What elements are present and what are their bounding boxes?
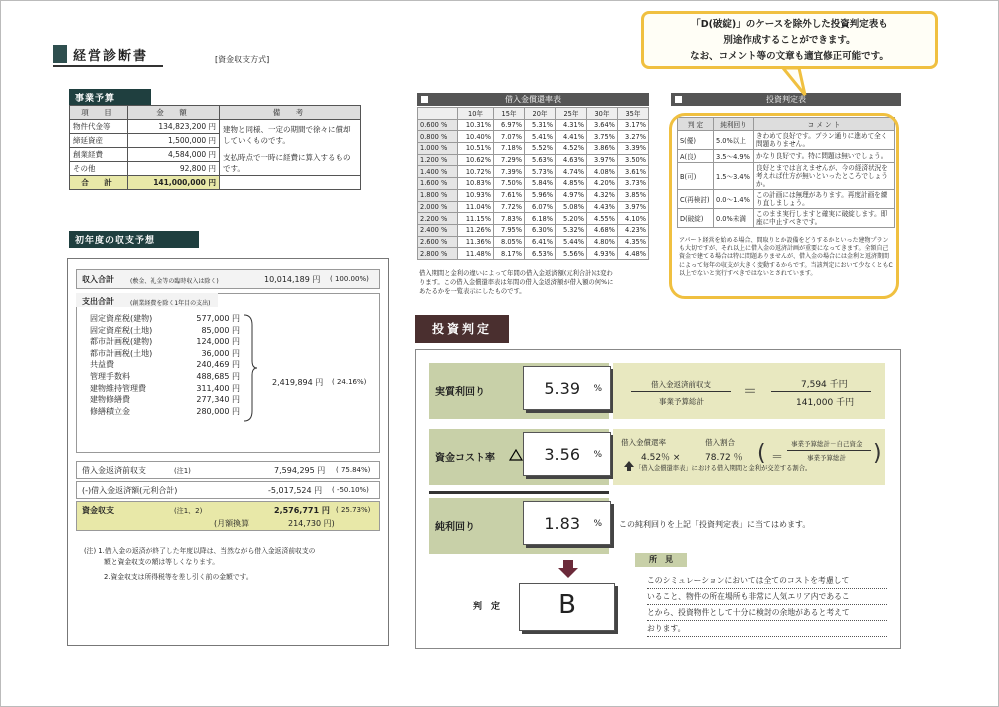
footnote-1b: 額と資金収支の額は等しくなります。: [104, 558, 220, 566]
header-square-icon: [675, 96, 682, 103]
table-row: [418, 201, 649, 213]
rate-cell: 1.600 %: [418, 178, 458, 190]
budget-amount: 134,823,200 円: [128, 120, 220, 134]
arrow-up-icon: [623, 460, 635, 472]
footnote-1: (注) 1.借入金の返済が終了した年度以降は、当然ながら借入金返済前収支の: [84, 547, 316, 555]
table-cell: 7.18%: [494, 143, 525, 155]
budget-total-row: [70, 176, 361, 190]
monthly-label: (月額換算: [214, 519, 250, 528]
verdict-grade: B: [558, 590, 576, 620]
verdict-label: 判 定: [473, 602, 501, 612]
repayment-body: [418, 119, 649, 259]
cost-rate-label: 資金コスト率: [435, 453, 495, 464]
budget-item: 創業経費: [70, 148, 128, 162]
table-cell: 4.08%: [586, 166, 617, 178]
table-cell: 7.50%: [494, 178, 525, 190]
table-cell: 10.72%: [458, 166, 494, 178]
table-cell: 4.80%: [586, 236, 617, 248]
table-cell: 7.72%: [494, 201, 525, 213]
pre-note: (注1): [174, 467, 191, 475]
budget-notes: [220, 120, 361, 176]
list-item: 管理手数料 488,685 円: [90, 371, 240, 381]
table-row: [418, 143, 649, 155]
budget-item: その他: [70, 162, 128, 176]
net-yield-note: この純利回りを上記「投資判定表」に当てはめます。: [619, 520, 811, 529]
budget-item: 締延資産: [70, 134, 128, 148]
table-cell: 7.07%: [494, 131, 525, 143]
table-cell: 5.08%: [555, 201, 586, 213]
table-cell: 3.39%: [617, 143, 648, 155]
table-row: [418, 131, 649, 143]
table-cell: 5.31%: [525, 119, 556, 131]
repayment-table: 10年 15年 20年 25年 30年 35年 0.600 % 10.31% 6.97% 5.31% 4.31% 3.64% 3.17% 0.800 % 10.40% 7.07% 5.41% 4.41% 3.75% 3.27% 1.000 % 10.51% 7.18% 5.52% 4.52% 3.86% 3.39% 1.200 % 10.62% 7.29% 5.63% 4.63% 3.97% 3.50% 1.400 % 10.72% 7.39% 5.73% 4.74% 4.08% 3.61% 1.600 % 10.83% 7.50% 5.84% 4.85% 4.20% 3.73% 1.800 % 10.93% 7.61% 5.96% 4.97% 4.32% 3.85% 2.000 % 11.04% 7.72% 6.07% 5.08% 4.43% 3.97% 2.200 % 11.15% 7.83% 6.18% 5.20% 4.55% 4.10% 2.400 % 11.26% 7.95% 6.30% 5.32% 4.68% 4.23% 2.600 % 11.36% 8.05% 6.41% 5.44% 4.80% 4.35% 2.800 % 11.48% 8.17% 6.53% 5.56% 4.93% 4.48%: [417, 107, 649, 260]
budget-item: 物件代金等: [70, 120, 128, 134]
table-cell: 4.48%: [617, 248, 648, 260]
table-row: [418, 213, 649, 225]
table-cell: 6.18%: [525, 213, 556, 225]
budget-total-amount: 141,000,000 円: [128, 176, 220, 190]
table-row: [418, 178, 649, 190]
verdict-box: [519, 583, 615, 631]
judgement-comment: このまま実行しますと確実に破綻します。即座に中止すべきです。: [754, 209, 895, 228]
cashflow-panel: [67, 258, 389, 646]
pre-pct: ( 75.84%): [336, 466, 371, 474]
net-yield-value: 1.83: [544, 514, 580, 533]
table-cell: 5.32%: [555, 224, 586, 236]
table-row: [418, 236, 649, 248]
table-cell: 4.68%: [586, 224, 617, 236]
table-cell: 5.96%: [525, 189, 556, 201]
callout-box: 「D(破綻)」のケースを除外した投資判定表も 別途作成することができます。 なお、コメント等の文章も適宜修正可能です。: [641, 11, 938, 69]
document-page: 経営診断書 [資金収支方式] 事業予算 項 目 金 額 備 考 物件代金等 134,823,200 円 建物と同様、一定の期間で徐々に償却していくものです。 支払時点で一時に経費に算入するものです。 締延資産 1,500,000 円 創業経費 4,584,000 円 その他 92,800 円 合 計 141,000,000 円 初年度の収支予想 収入合計 (敷金、礼金等の臨時収入は除く) 10,014,189 円 ( 100.00%) 支出合計 (創業経費を除く1年目の支出) 固定資産税(建物) 577,000 円 固定資産税(土地) 85,000 円 都市計画税(建物) 124,000 円 都市計画税(土地) 36,000 円 共益費 240,469 円 管理手数料 488,685 円 建物維持管理費 311,400 円 建物修繕費 277,340 円 修繕積立金 280,000 円 2,419,894 円 ( 24.16%) 借入金返済前収支 (注1) 7,594,295 円 ( 75.84%) (-)借入金返済額(元利合計) -5,017,524 円 ( -50.10%) 資金収支 (注1、2) 2,576,771 円 ( 25.73%) (月額換算 214,730 円) (注) 1.借入金の返済が終了した年度以降は、当然ながら借入金返済前収支の 額と資金収支の額は等しくなります。 2.資金収支は所得税等を差し引く前の金額です。 借入金償還率表 10年 15年 20年 25年 30年 35年 0.600 % 10.31% 6.97% 5.31% 4.31% 3.64% 3.17% 0.800 % 10.40% 7.07% 5.41% 4.41% 3.75% 3.27% 1.000 % 10.51% 7.18% 5.52% 4.52% 3.86% 3.39% 1.200 % 10.62% 7.29% 5.63% 4.63% 3.97% 3.50% 1.400 % 10.72% 7.39% 5.73% 4.74% 4.08% 3.61% 1.600 % 10.83% 7.50% 5.84% 4.85% 4.20% 3.73% 1.800 % 10.93% 7.61% 5.96% 4.97% 4.32% 3.85% 2.000 % 11.04% 7.72% 6.07% 5.08% 4.43% 3.97% 2.200 % 11.15% 7.83% 6.18% 5.20% 4.55% 4.10% 2.400 % 11.26% 7.95% 6.30% 5.32% 4.68% 4.23% 2.600 % 11.36% 8.05% 6.41% 5.44% 4.80% 4.35% 2.800 % 11.48% 8.17% 6.53% 5.56% 4.93% 4.48% 借入期間と金利の違いによって年間の借入金返済額(元利合計)は変わ ります。この借入金償還率表は年間の借入金返済額が借入額の何%に あたるかを一覧表示にしたものです。 投資判定表 判 定 純利回り コ メ ン ト S(優) 5.0%以上 きわめて良好です。プラン通りに進めて全く問題ありません。 A(良) 3.5～4.9% かなり良好です。特に問題は無いでしょう。 B(可) 1.5～3.4% 良好とまでは言えませんが、今の経済状況を考えれば仕方が無いといったところでしょうか。 C(再検討) 0.0～1.4% この計画には無理があります。再度計画を練り直しましょう。 D(破綻) 0.0%未満 このまま実行しますと確実に破綻します。即座に中止すべきです。 アパート経営を始める場合、間取りとか設備をどうするかといった建物プランも大切ですが、それ以上に借入金の返済計画が重要になってきます。全額自己資金で建てる場合は特に問題ありませんが、借入金の場合には金利と返済期間によって毎年の収支が大きく変動するからです。当該判定において少なくともC以上でないと実行すべきではないとされています。 「D(破綻)」のケースを除外した投資判定表も 別途作成することができます。 なお、コメント等の文章も適宜修正可能です。 投資判定 実質利回り 5.39 % 借入金返済前収支 事業予算総計 ＝ 7,594 千円 141,000 千円 資金コスト率 3.56 % 借入金償還率 借入割合 4.52％ × 78.72 ％ ( ＝ 事業予算総計－自己資金 事業予算総計 ) 「借入金償還率表」における借入期間と金利が交差する割合。 純利回り 1.83 % この純利回りを上記「投資判定表」に当てはめます。 判 定 B 所 見 このシミュレーションにおいては全てのコストを考慮して いること、物件の所在場所も非常に人気エリア内であるこ とから、投資物件として十分に検討の余地があると考えて おります。: [0, 0, 999, 707]
repay-label: (-)借入金返済額(元利合計): [82, 486, 178, 495]
table-cell: 6.53%: [525, 248, 556, 260]
table-row: [418, 248, 649, 260]
table-cell: 10.40%: [458, 131, 494, 143]
real-yield-label: 実質利回り: [435, 387, 485, 398]
budget-col-note: 備 考: [220, 106, 361, 120]
expense-bracket: [242, 313, 258, 423]
budget-amount: 1,500,000 円: [128, 134, 220, 148]
real-yield-box: 5.39 %: [523, 366, 611, 410]
repay-value: -5,017,524 円: [268, 486, 323, 495]
list-item: 都市計画税(土地) 36,000 円: [90, 348, 240, 358]
rate-cell: 0.600 %: [418, 119, 458, 131]
budget-col-amount: 金 額: [128, 106, 220, 120]
table-cell: 10.93%: [458, 189, 494, 201]
table-row: [418, 154, 649, 166]
table-cell: 8.05%: [494, 236, 525, 248]
table-cell: 4.43%: [586, 201, 617, 213]
budget-amount: 92,800 円: [128, 162, 220, 176]
table-cell: 10.51%: [458, 143, 494, 155]
judgement-comment: きわめて良好です。プラン通りに進めて全く問題ありません。: [754, 131, 895, 150]
expense-label: 支出合計: [82, 297, 114, 306]
table-cell: 11.26%: [458, 224, 494, 236]
callout-pointer: [781, 67, 811, 97]
rate-cell: 2.000 %: [418, 201, 458, 213]
repayment-note: 借入期間と金利の違いによって年間の借入金返済額(元利合計)は変わ ります。この借入金償還率表は年間の借入金返済額が借入額の何%に あたるかを一覧表示にしたものです。: [419, 270, 614, 295]
table-cell: 7.83%: [494, 213, 525, 225]
repay-pct: ( -50.10%): [332, 486, 369, 494]
table-cell: 5.20%: [555, 213, 586, 225]
table-cell: 4.20%: [586, 178, 617, 190]
table-cell: 4.31%: [555, 119, 586, 131]
income-pct: ( 100.00%): [330, 275, 369, 283]
list-item: 固定資産税(建物) 577,000 円: [90, 314, 240, 323]
page-title: 経営診断書: [73, 49, 149, 64]
table-cell: 5.56%: [555, 248, 586, 260]
table-cell: 3.85%: [617, 189, 648, 201]
repayment-header: 借入金償還率表: [417, 93, 649, 106]
budget-note-1: 建物と同様、一定の期間で徐々に償却していくものです。: [223, 125, 351, 145]
judgement-comment: この計画には無理があります。再度計画を練り直しましょう。: [754, 190, 895, 209]
table-cell: 7.61%: [494, 189, 525, 201]
table-cell: 6.41%: [525, 236, 556, 248]
judgement-yield: 5.0%以上: [714, 131, 754, 150]
table-cell: 3.50%: [617, 154, 648, 166]
table-cell: 4.23%: [617, 224, 648, 236]
judgement-grade: A(良): [678, 150, 714, 163]
header-square-icon: [421, 96, 428, 103]
table-cell: 3.27%: [617, 131, 648, 143]
table-cell: 10.31%: [458, 119, 494, 131]
table-cell: 5.73%: [525, 166, 556, 178]
judgement-grade: C(再検討): [678, 190, 714, 209]
net-yield-box: 1.83 %: [523, 501, 611, 545]
table-cell: 4.32%: [586, 189, 617, 201]
net-yield-label: 純利回り: [435, 522, 475, 533]
table-cell: 4.74%: [555, 166, 586, 178]
list-item: 修繕積立金 280,000 円: [90, 406, 240, 416]
list-item: 都市計画税(建物) 124,000 円: [90, 337, 240, 347]
table-row: [418, 189, 649, 201]
table-cell: 4.52%: [555, 143, 586, 155]
table-cell: 11.36%: [458, 236, 494, 248]
cashflow-header: 初年度の収支予想: [69, 231, 199, 248]
table-cell: 11.15%: [458, 213, 494, 225]
table-cell: 4.93%: [586, 248, 617, 260]
table-row: [418, 166, 649, 178]
triangle-icon: [509, 449, 523, 461]
table-row: [418, 224, 649, 236]
rate-cell: 1.400 %: [418, 166, 458, 178]
budget-header: 事業予算: [69, 89, 151, 106]
title-underline: [53, 65, 163, 67]
table-cell: 4.97%: [555, 189, 586, 201]
budget-table: [69, 105, 361, 190]
table-cell: 6.97%: [494, 119, 525, 131]
judgement-header: 投資判定表: [671, 93, 901, 106]
divider: [429, 491, 609, 494]
table-cell: 10.83%: [458, 178, 494, 190]
table-cell: 4.10%: [617, 213, 648, 225]
table-cell: 3.86%: [586, 143, 617, 155]
title-marker: [53, 45, 67, 63]
table-cell: 4.63%: [555, 154, 586, 166]
table-cell: 3.64%: [586, 119, 617, 131]
table-row: [70, 120, 361, 134]
pre-value: 7,594,295 円: [274, 466, 326, 475]
remark-header: 所 見: [635, 553, 687, 567]
judgement-yield: 1.5～3.4%: [714, 163, 754, 190]
judgement-yield: 0.0～1.4%: [714, 190, 754, 209]
table-cell: 3.61%: [617, 166, 648, 178]
cost-rate-box: 3.56 %: [523, 432, 611, 476]
budget-total-label: 合 計: [70, 176, 128, 190]
expense-total: 2,419,894 円: [272, 378, 324, 387]
rate-cell: 0.800 %: [418, 131, 458, 143]
rate-cell: 1.800 %: [418, 189, 458, 201]
income-value: 10,014,189 円: [264, 275, 321, 284]
page-subtitle: [資金収支方式]: [215, 55, 270, 64]
remark-text: このシミュレーションにおいては全てのコストを考慮して いること、物件の所在場所も非常に人気エリア内であるこ とから、投資物件として十分に検討の余地があると考えて おります。: [647, 573, 887, 637]
table-cell: 6.30%: [525, 224, 556, 236]
table-cell: 5.63%: [525, 154, 556, 166]
table-cell: 7.29%: [494, 154, 525, 166]
judgement-comment: 良好とまでは言えませんが、今の経済状況を考えれば仕方が無いといったところでしょうか。: [754, 163, 895, 190]
table-cell: 4.41%: [555, 131, 586, 143]
judgement-comment: かなり良好です。特に問題は無いでしょう。: [754, 150, 895, 163]
rate-cell: 2.200 %: [418, 213, 458, 225]
income-note: (敷金、礼金等の臨時収入は除く): [130, 278, 219, 285]
table-cell: 3.97%: [617, 201, 648, 213]
judgement-grade: B(可): [678, 163, 714, 190]
judgement-grade: S(優): [678, 131, 714, 150]
rate-cell: 2.600 %: [418, 236, 458, 248]
rate-cell: 1.200 %: [418, 154, 458, 166]
table-cell: 6.07%: [525, 201, 556, 213]
list-item: 建物維持管理費 311,400 円: [90, 383, 240, 393]
list-item: 共益費 240,469 円: [90, 360, 240, 370]
rate-cell: 2.400 %: [418, 224, 458, 236]
expense-list: [90, 313, 240, 417]
table-cell: 7.39%: [494, 166, 525, 178]
table-cell: 11.04%: [458, 201, 494, 213]
footnote-2: 2.資金収支は所得税等を差し引く前の金額です。: [104, 573, 253, 581]
fund-label: 資金収支: [82, 506, 114, 515]
budget-note-2: 支払時点で一時に経費に算入するものです。: [223, 153, 351, 173]
fund-value: 2,576,771 円: [274, 506, 330, 515]
judgement-yield: 3.5～4.9%: [714, 150, 754, 163]
judgement-grade: D(破綻): [678, 209, 714, 228]
table-cell: 5.41%: [525, 131, 556, 143]
judgement-yield: 0.0%未満: [714, 209, 754, 228]
table-cell: 4.55%: [586, 213, 617, 225]
table-cell: 5.84%: [525, 178, 556, 190]
expense-note: (創業経費を除く1年目の支出): [130, 300, 211, 307]
budget-amount: 4,584,000 円: [128, 148, 220, 162]
judgement-notes: アパート経営を始める場合、間取りとか設備をどうするかといった建物プランも大切ですが、それ以上に借入金の返済計画が重要になってきます。全額自己資金で建てる場合は特に問題ありませんが、借入金の場合には金利と返済期間によって毎年の収支が大きく変動するからです。当該判定において少なくともC以上でないと実行すべきではないとされています。: [679, 237, 893, 277]
table-cell: 3.17%: [617, 119, 648, 131]
table-cell: 4.85%: [555, 178, 586, 190]
list-item: 固定資産税(土地) 85,000 円: [90, 325, 240, 335]
rate-cell: 1.000 %: [418, 143, 458, 155]
rate-cell: 2.800 %: [418, 248, 458, 260]
budget-col-item: 項 目: [70, 106, 128, 120]
table-cell: 5.52%: [525, 143, 556, 155]
judgement-table: 判 定 純利回り コ メ ン ト S(優) 5.0%以上 きわめて良好です。プラン通りに進めて全く問題ありません。 A(良) 3.5～4.9% かなり良好です。特に問題は無いでしょう。 B(可) 1.5～3.4% 良好とまでは言えませんが、今の経済状況を考えれば仕方が無いといったところでしょうか。 C(再検討) 0.0～1.4% この計画には無理があります。再度計画を練り直しましょう。 D(破綻) 0.0%未満 このまま実行しますと確実に破綻します。即座に中止すべきです。: [677, 117, 895, 228]
investment-title: 投資判定: [415, 315, 509, 343]
table-cell: 3.75%: [586, 131, 617, 143]
table-cell: 3.97%: [586, 154, 617, 166]
table-cell: 8.17%: [494, 248, 525, 260]
fund-note: (注1、2): [174, 507, 203, 515]
fund-pct: ( 25.73%): [336, 506, 371, 514]
table-cell: 10.62%: [458, 154, 494, 166]
highlight-oval: [669, 113, 899, 299]
table-cell: 3.73%: [617, 178, 648, 190]
monthly-value: 214,730 円): [288, 519, 335, 528]
list-item: 建物修繕費 277,340 円: [90, 395, 240, 405]
real-yield-value: 5.39: [544, 379, 580, 398]
arrow-down-icon: [557, 559, 579, 579]
expense-pct: ( 24.16%): [332, 378, 367, 386]
table-row: [418, 119, 649, 131]
table-cell: 4.35%: [617, 236, 648, 248]
table-cell: 11.48%: [458, 248, 494, 260]
income-label: 収入合計: [82, 275, 114, 284]
table-cell: 7.95%: [494, 224, 525, 236]
cost-rate-value: 3.56: [544, 445, 580, 464]
table-cell: 5.44%: [555, 236, 586, 248]
pre-label: 借入金返済前収支: [82, 466, 146, 475]
